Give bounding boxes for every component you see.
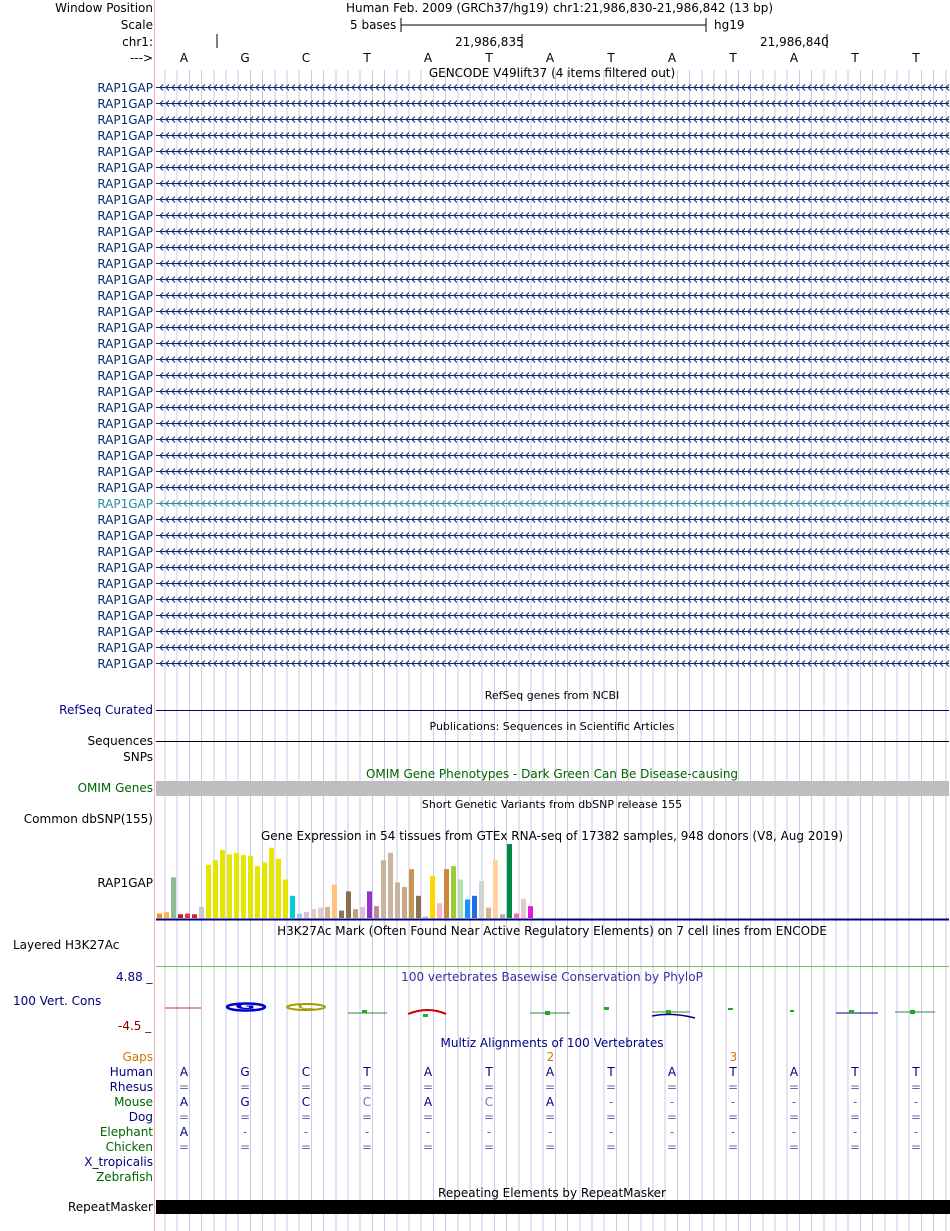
gencode-row-label[interactable]: RAP1GAP xyxy=(97,401,153,415)
gencode-row-label[interactable]: RAP1GAP xyxy=(97,641,153,655)
gencode-row-label[interactable]: RAP1GAP xyxy=(97,289,153,303)
phylop-min-label: -4.5 _ xyxy=(118,1019,152,1033)
alignment-base: T xyxy=(485,1065,493,1079)
gtex-bar xyxy=(171,877,176,918)
gap-count: 2 xyxy=(546,1050,555,1064)
gencode-row-label[interactable]: RAP1GAP xyxy=(97,321,153,335)
coord-tick-label-1: 21,986,835 xyxy=(455,35,524,49)
alignment-base: A xyxy=(179,1125,189,1139)
species-label[interactable]: X_tropicalis xyxy=(84,1155,153,1169)
species-label[interactable]: Chicken xyxy=(105,1140,153,1154)
gtex-bar xyxy=(430,876,435,918)
gencode-row-label[interactable]: RAP1GAP xyxy=(97,545,153,559)
alignment-base: = xyxy=(605,1140,617,1154)
phylop-glyph: C xyxy=(297,1002,315,1012)
gtex-bar xyxy=(465,900,470,919)
phylop-glyph xyxy=(545,1011,550,1015)
alignment-base: = xyxy=(849,1110,861,1124)
alignment-base: = xyxy=(849,1140,861,1154)
gtex-bar xyxy=(374,906,379,918)
alignment-base: = xyxy=(849,1080,861,1094)
base-letter: T xyxy=(729,51,737,65)
alignment-base: - xyxy=(486,1125,492,1139)
alignment-base: A xyxy=(545,1065,555,1079)
base-letter: A xyxy=(667,51,677,65)
multiz-track-title[interactable]: Multiz Alignments of 100 Vertebrates xyxy=(440,1036,664,1050)
alignment-base: = xyxy=(605,1080,617,1094)
base-letter: A xyxy=(545,51,555,65)
alignment-base: = xyxy=(361,1140,373,1154)
alignment-base: A xyxy=(423,1095,433,1109)
alignment-base: = xyxy=(422,1080,434,1094)
refseq-track-label[interactable]: RefSeq Curated xyxy=(59,703,153,717)
gtex-bar xyxy=(199,907,204,918)
alignment-base: - xyxy=(669,1125,675,1139)
alignment-base: - xyxy=(608,1125,614,1139)
gtex-bar xyxy=(472,896,477,918)
gencode-row-label[interactable]: RAP1GAP xyxy=(97,465,153,479)
gtex-bar xyxy=(360,907,365,918)
gencode-row-label[interactable]: RAP1GAP xyxy=(97,193,153,207)
alignment-base: = xyxy=(483,1140,495,1154)
alignment-base: = xyxy=(910,1080,922,1094)
gtex-bar xyxy=(192,914,197,918)
phylop-track-label[interactable]: 100 Vert. Cons xyxy=(13,994,102,1008)
assembly-text: Human Feb. 2009 (GRCh37/hg19) xyxy=(346,1,549,15)
gtex-bar xyxy=(248,856,253,918)
gtex-bar xyxy=(346,891,351,918)
alignment-base: = xyxy=(300,1110,312,1124)
alignment-base: = xyxy=(788,1140,800,1154)
phylop-glyph xyxy=(652,1014,695,1018)
gtex-bar xyxy=(381,860,386,918)
gtex-bar xyxy=(241,855,246,918)
gencode-row-label[interactable]: RAP1GAP xyxy=(97,273,153,287)
gencode-row-label[interactable]: RAP1GAP xyxy=(97,481,153,495)
alignment-base: = xyxy=(727,1140,739,1154)
gencode-row-label[interactable]: RAP1GAP xyxy=(97,385,153,399)
repeatmasker-track-label[interactable]: RepeatMasker xyxy=(67,1200,153,1214)
gencode-row-label[interactable]: RAP1GAP xyxy=(97,513,153,527)
phylop-glyph xyxy=(666,1010,671,1014)
species-label[interactable]: Rhesus xyxy=(109,1080,153,1094)
alignment-base: = xyxy=(361,1110,373,1124)
phylop-glyph xyxy=(362,1010,367,1013)
gencode-row-label[interactable]: RAP1GAP xyxy=(97,449,153,463)
gtex-bar xyxy=(451,866,456,918)
alignment-base: T xyxy=(729,1065,737,1079)
gtex-bar xyxy=(206,865,211,918)
gencode-row-label[interactable]: RAP1GAP xyxy=(97,657,153,671)
alignment-base: A xyxy=(179,1095,189,1109)
alignment-base: - xyxy=(791,1125,797,1139)
gtex-bar xyxy=(409,869,414,918)
coord-tick-label-2: 21,986,840 xyxy=(760,35,829,49)
gap-count: 3 xyxy=(729,1050,738,1064)
gtex-bar xyxy=(304,912,309,918)
phylop-glyph xyxy=(423,1014,428,1017)
gencode-row-label[interactable]: RAP1GAP xyxy=(97,241,153,255)
alignment-base: = xyxy=(422,1110,434,1124)
gtex-bar xyxy=(318,908,323,918)
alignment-base: - xyxy=(730,1125,736,1139)
gencode-row-label[interactable]: RAP1GAP xyxy=(97,609,153,623)
gtex-bar xyxy=(339,911,344,918)
gencode-row-label[interactable]: RAP1GAP xyxy=(97,353,153,367)
base-letter: A xyxy=(789,51,799,65)
repeatmasker-bar xyxy=(156,1200,950,1214)
alignment-base: = xyxy=(361,1080,373,1094)
alignment-base: - xyxy=(669,1095,675,1109)
gencode-row-label[interactable]: RAP1GAP xyxy=(97,337,153,351)
phylop-glyph xyxy=(408,1010,446,1014)
gtex-bar xyxy=(437,903,442,918)
alignment-base: = xyxy=(178,1110,190,1124)
phylop-glyph xyxy=(604,1007,609,1010)
base-letter: A xyxy=(179,51,189,65)
phylop-glyph xyxy=(728,1008,733,1010)
base-letter: T xyxy=(607,51,615,65)
gencode-row-label[interactable]: RAP1GAP xyxy=(97,577,153,591)
gtex-bar xyxy=(514,914,519,918)
species-label[interactable]: Human xyxy=(109,1065,153,1079)
dbsnp-track-label[interactable]: Common dbSNP(155) xyxy=(23,812,153,826)
phylop-track-title[interactable]: 100 vertebrates Basewise Conservation by PhyloP xyxy=(401,970,703,984)
gtex-bar xyxy=(493,860,498,918)
phylop-glyph xyxy=(910,1010,915,1014)
base-letter: T xyxy=(485,51,493,65)
gencode-row-label[interactable]: RAP1GAP xyxy=(97,257,153,271)
alignment-base: - xyxy=(852,1095,858,1109)
alignment-base: - xyxy=(608,1095,614,1109)
species-label[interactable]: Mouse xyxy=(114,1095,153,1109)
alignment-base: - xyxy=(730,1095,736,1109)
species-label[interactable]: Dog xyxy=(128,1110,153,1124)
gtex-bar xyxy=(367,891,372,918)
alignment-base: A xyxy=(423,1065,433,1079)
gtex-bar xyxy=(521,899,526,918)
alignment-base: = xyxy=(483,1080,495,1094)
gtex-bar xyxy=(262,863,267,919)
base-letter: T xyxy=(363,51,371,65)
gtex-bar xyxy=(444,869,449,918)
gtex-bar xyxy=(500,914,505,918)
species-label[interactable]: Elephant xyxy=(99,1125,153,1139)
gtex-bar xyxy=(388,853,393,918)
gencode-track-title[interactable]: GENCODE V49lift37 (4 items filtered out) xyxy=(428,66,676,80)
gtex-bar xyxy=(353,909,358,918)
alignment-base: = xyxy=(239,1110,251,1124)
alignment-base: C xyxy=(301,1065,311,1079)
gtex-bar xyxy=(276,859,281,918)
alignment-base: - xyxy=(425,1125,431,1139)
gencode-row-label[interactable]: RAP1GAP xyxy=(97,209,153,223)
gtex-bar xyxy=(507,844,512,918)
gtex-bar xyxy=(458,880,463,918)
db-text: hg19 xyxy=(714,18,745,32)
gtex-bar xyxy=(395,882,400,918)
alignment-base: G xyxy=(240,1065,250,1079)
scale-text: 5 bases xyxy=(350,18,397,32)
alignment-base: = xyxy=(605,1110,617,1124)
gtex-bar xyxy=(157,914,162,918)
gtex-bar xyxy=(332,885,337,918)
alignment-base: = xyxy=(727,1110,739,1124)
alignment-base: T xyxy=(607,1065,615,1079)
alignment-base: = xyxy=(544,1140,556,1154)
alignment-base: - xyxy=(364,1125,370,1139)
alignment-base: - xyxy=(242,1125,248,1139)
gtex-bar xyxy=(486,908,491,918)
alignment-base: G xyxy=(240,1095,250,1109)
gtex-bar xyxy=(311,909,316,918)
alignment-base: = xyxy=(239,1080,251,1094)
alignment-base: = xyxy=(910,1140,922,1154)
chrom-label: chr1: xyxy=(122,35,153,49)
gtex-bar xyxy=(416,896,421,918)
gencode-row-label[interactable]: RAP1GAP xyxy=(97,305,153,319)
gtex-bar xyxy=(479,881,484,918)
alignment-base: = xyxy=(300,1080,312,1094)
alignment-base: A xyxy=(179,1065,189,1079)
phylop-glyph xyxy=(849,1010,854,1013)
phylop-glyph: G xyxy=(234,1002,256,1012)
alignment-base: = xyxy=(178,1140,190,1154)
alignment-base: A xyxy=(545,1095,555,1109)
pubs-track-title[interactable]: Publications: Sequences in Scientific Articles xyxy=(429,720,675,733)
base-letter: T xyxy=(851,51,859,65)
gencode-row-label[interactable]: RAP1GAP xyxy=(97,433,153,447)
gencode-row-label[interactable]: RAP1GAP xyxy=(97,97,153,111)
alignment-base: A xyxy=(667,1065,677,1079)
alignment-base: T xyxy=(851,1065,859,1079)
position-text: chr1:21,986,830-21,986,842 (13 bp) xyxy=(553,1,774,15)
scale-label: Scale xyxy=(120,18,153,32)
base-letter: G xyxy=(240,51,250,65)
gencode-row-label[interactable]: RAP1GAP xyxy=(97,81,153,95)
omim-bar xyxy=(156,781,949,796)
alignment-base: = xyxy=(544,1080,556,1094)
gtex-track-label[interactable]: RAP1GAP xyxy=(97,876,153,890)
gencode-row-label[interactable]: RAP1GAP xyxy=(97,561,153,575)
gencode-row-label[interactable]: RAP1GAP xyxy=(97,161,153,175)
gtex-bar xyxy=(423,917,428,918)
alignment-base: = xyxy=(727,1080,739,1094)
gencode-row-label[interactable]: RAP1GAP xyxy=(97,497,153,511)
phylop-glyph xyxy=(790,1010,794,1012)
h3k27ac-track-title[interactable]: H3K27Ac Mark (Often Found Near Active Regulatory Elements) on 7 cell lines from ENCODE xyxy=(277,924,827,938)
alignment-base: = xyxy=(422,1140,434,1154)
gencode-row-label[interactable]: RAP1GAP xyxy=(97,593,153,607)
alignment-base: - xyxy=(852,1125,858,1139)
repeatmasker-track-title[interactable]: Repeating Elements by RepeatMasker xyxy=(438,1186,666,1200)
alignment-base: = xyxy=(239,1140,251,1154)
base-letter: C xyxy=(301,51,311,65)
alignment-base: = xyxy=(666,1110,678,1124)
window-position-label: Window Position xyxy=(55,1,153,15)
gtex-bar xyxy=(220,850,225,918)
h3k27ac-track-label[interactable]: Layered H3K27Ac xyxy=(13,938,120,952)
alignment-base: - xyxy=(791,1095,797,1109)
omim-track-label[interactable]: OMIM Genes xyxy=(77,781,153,795)
gtex-bar xyxy=(402,887,407,918)
gencode-row-label[interactable]: RAP1GAP xyxy=(97,529,153,543)
phylop-max-label: 4.88 _ xyxy=(116,970,153,984)
alignment-base: = xyxy=(300,1140,312,1154)
dbsnp-track-title[interactable]: Short Genetic Variants from dbSNP release 155 xyxy=(421,798,683,811)
snps-label[interactable]: SNPs xyxy=(123,750,153,764)
species-label[interactable]: Zebrafish xyxy=(96,1170,153,1184)
gencode-row-label[interactable]: RAP1GAP xyxy=(97,417,153,431)
gtex-bar xyxy=(213,860,218,918)
gtex-bar xyxy=(185,914,190,918)
alignment-base: - xyxy=(913,1095,919,1109)
alignment-base: = xyxy=(910,1110,922,1124)
refseq-track-title[interactable]: RefSeq genes from NCBI xyxy=(484,689,620,702)
gencode-row-label[interactable]: RAP1GAP xyxy=(97,177,153,191)
alignment-base: T xyxy=(912,1065,920,1079)
alignment-base: - xyxy=(303,1125,309,1139)
gaps-label: Gaps xyxy=(122,1050,153,1064)
gtex-bar xyxy=(297,914,302,918)
gtex-bar xyxy=(164,912,169,918)
alignment-base: = xyxy=(666,1140,678,1154)
alignment-base: = xyxy=(178,1080,190,1094)
base-letter: A xyxy=(423,51,433,65)
alignment-base: = xyxy=(483,1110,495,1124)
pubs-track-label[interactable]: Sequences xyxy=(87,734,153,748)
gtex-track-title[interactable]: Gene Expression in 54 tissues from GTEx RNA-seq of 17382 samples, 948 donors (V8, Aug 2019) xyxy=(260,829,844,843)
alignment-base: A xyxy=(789,1065,799,1079)
alignment-base: = xyxy=(544,1110,556,1124)
alignment-base: = xyxy=(788,1080,800,1094)
gencode-row-label[interactable]: RAP1GAP xyxy=(97,225,153,239)
alignment-base: C xyxy=(301,1095,311,1109)
gencode-row-label[interactable]: RAP1GAP xyxy=(97,369,153,383)
gencode-row-label[interactable]: RAP1GAP xyxy=(97,145,153,159)
alignment-base: - xyxy=(547,1125,553,1139)
alignment-base: C xyxy=(484,1095,494,1109)
gencode-row-label[interactable]: RAP1GAP xyxy=(97,625,153,639)
gtex-bar xyxy=(227,854,232,918)
alignment-base: T xyxy=(363,1065,371,1079)
strand-label: ---> xyxy=(129,51,153,65)
gtex-bar xyxy=(178,914,183,918)
gencode-row-label[interactable]: RAP1GAP xyxy=(97,113,153,127)
gtex-bar xyxy=(325,907,330,918)
omim-track-title[interactable]: OMIM Gene Phenotypes - Dark Green Can Be Disease-causing xyxy=(365,767,739,781)
gtex-bar xyxy=(283,880,288,918)
alignment-base: - xyxy=(913,1125,919,1139)
gtex-bar xyxy=(269,848,274,918)
gencode-row-label[interactable]: RAP1GAP xyxy=(97,129,153,143)
gtex-bar xyxy=(528,906,533,918)
gtex-bar xyxy=(234,853,239,918)
alignment-base: C xyxy=(362,1095,372,1109)
alignment-base: = xyxy=(666,1080,678,1094)
base-letter: T xyxy=(912,51,920,65)
gtex-bar xyxy=(255,866,260,918)
gtex-bar xyxy=(290,896,295,918)
alignment-base: = xyxy=(788,1110,800,1124)
